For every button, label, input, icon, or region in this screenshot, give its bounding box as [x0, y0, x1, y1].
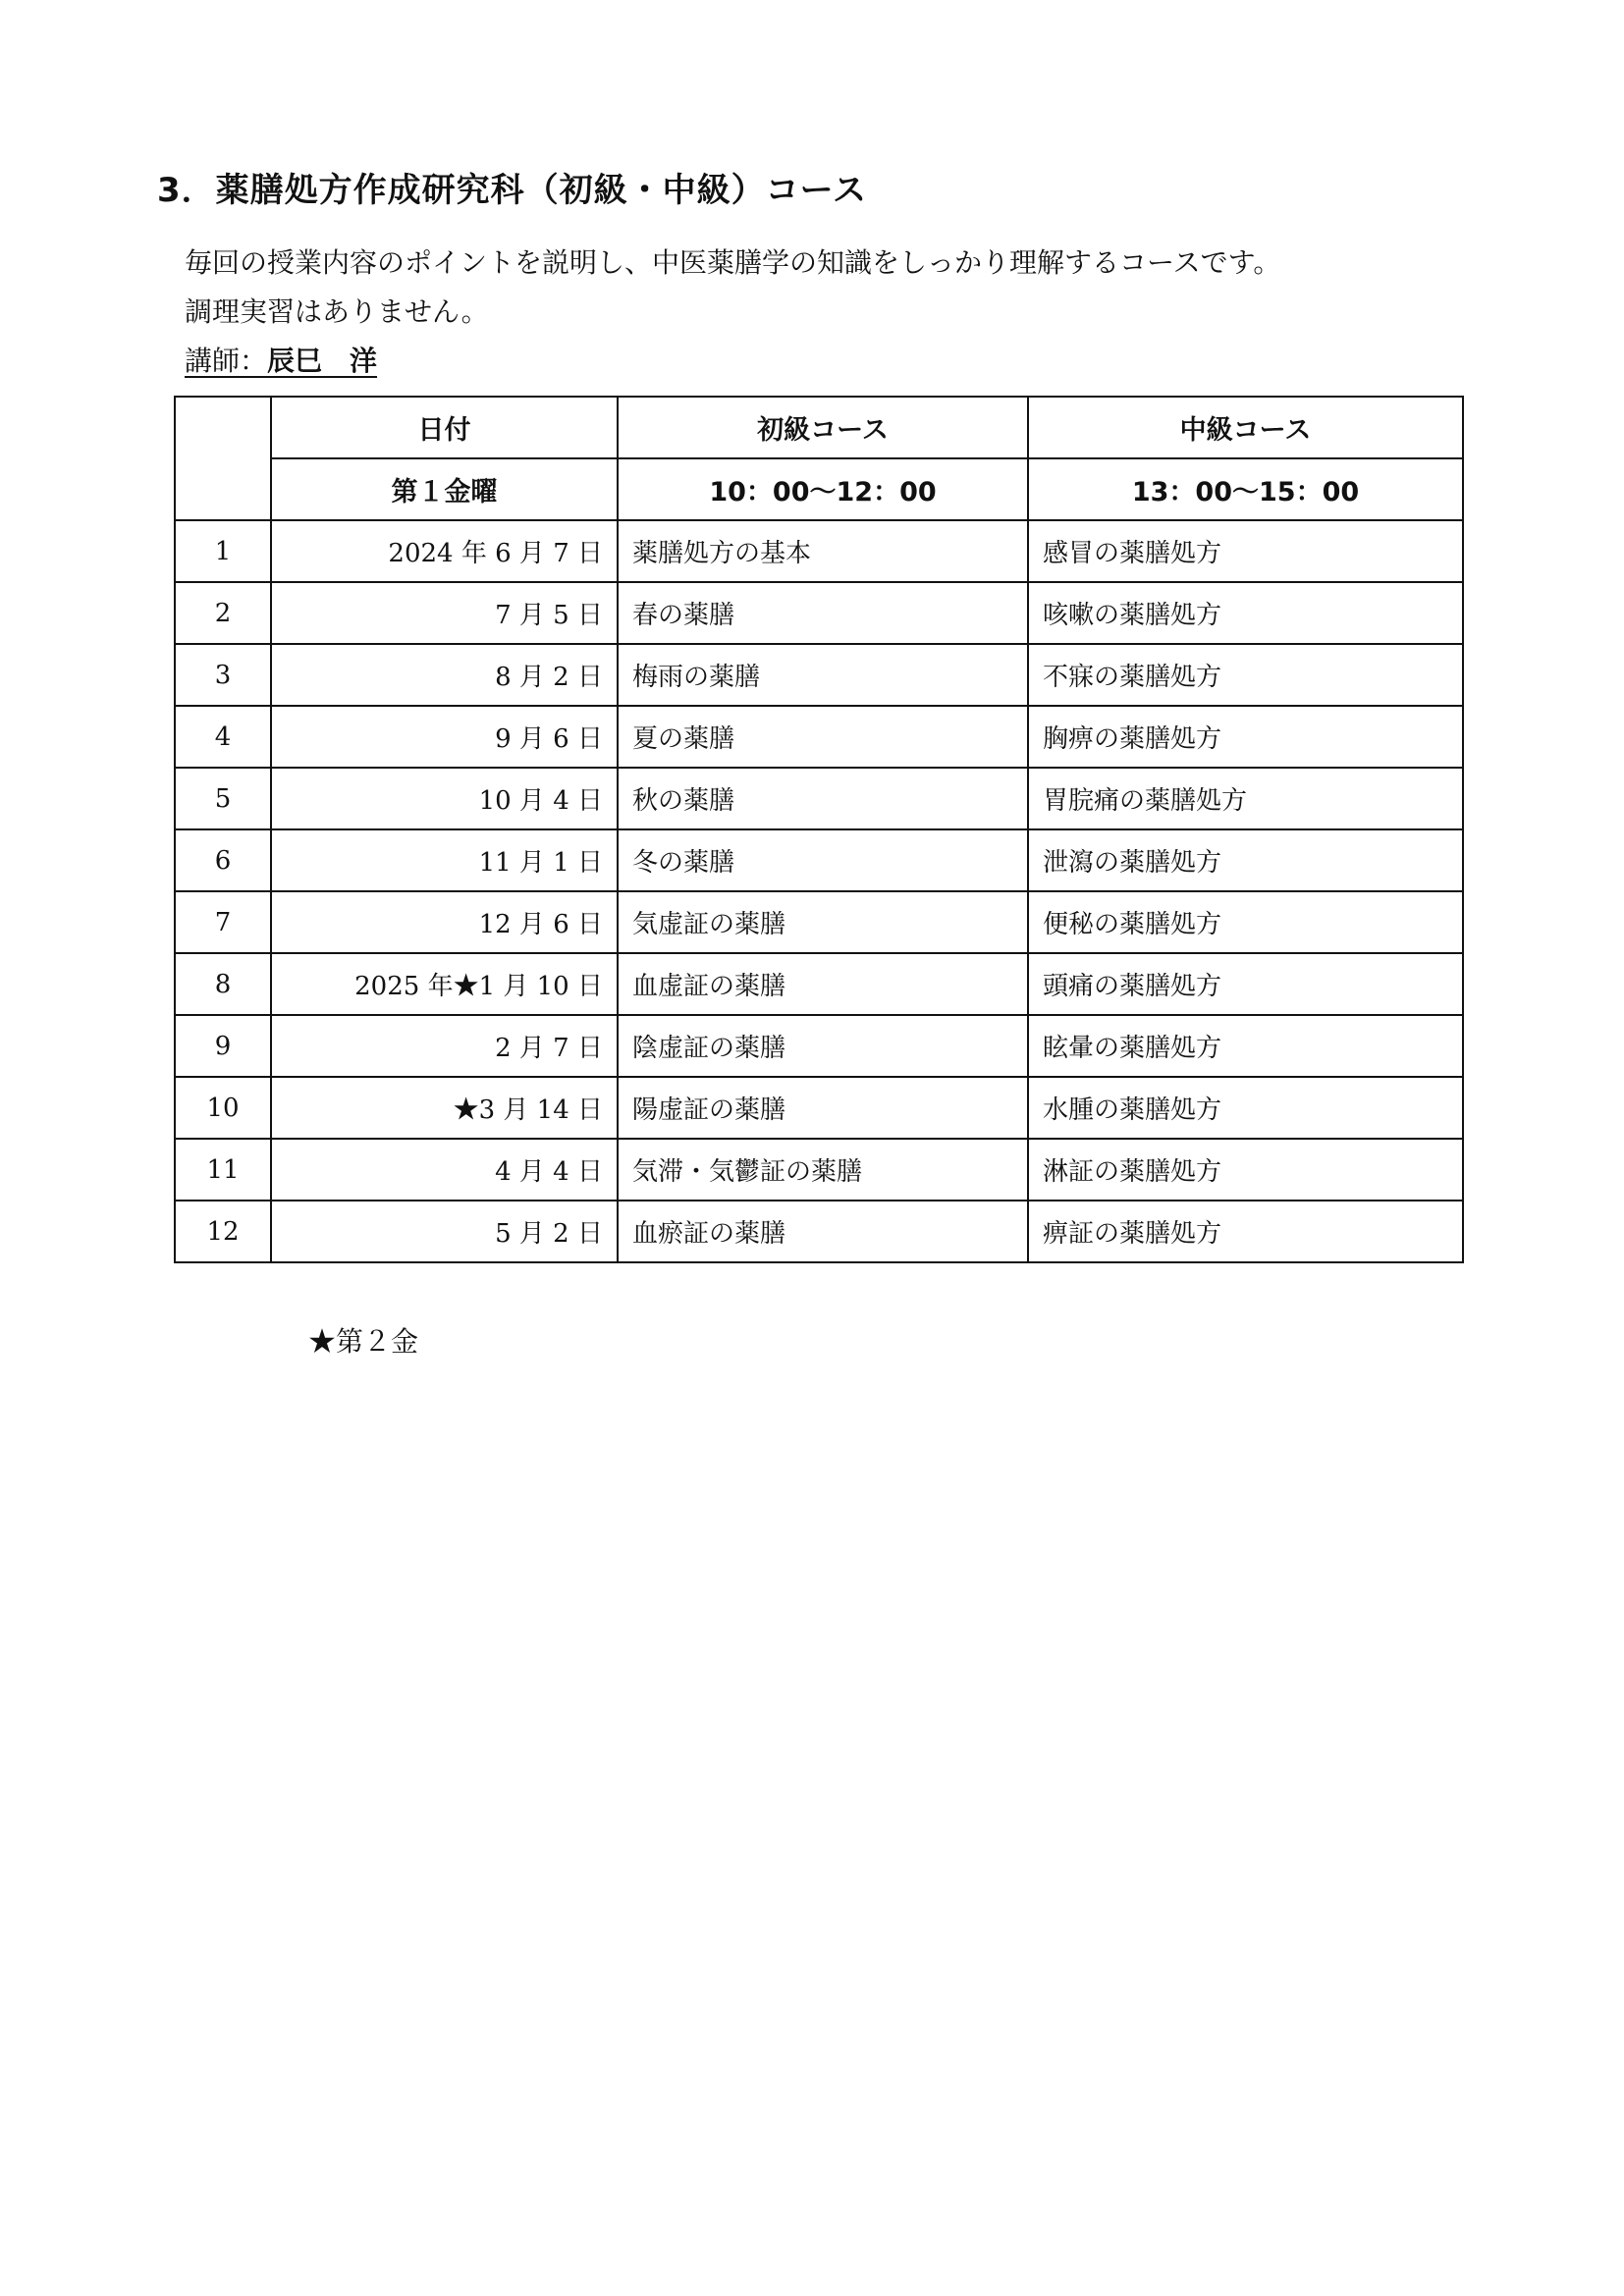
date-cell: 9 月 6 日 — [271, 706, 618, 768]
instructor-label: 講師： — [185, 345, 268, 377]
table-row — [175, 953, 1463, 1015]
intermediate-topic-cell: 眩暈の薬膳処方 — [1028, 1015, 1463, 1077]
intermediate-time-header: 13：00～15：00 — [1028, 458, 1463, 520]
session-number-cell: 2 — [175, 582, 271, 644]
day-of-week-header: 第１金曜 — [271, 458, 618, 520]
table-row — [175, 644, 1463, 706]
beginner-topic-cell: 気虚証の薬膳 — [618, 891, 1028, 953]
table-row — [175, 706, 1463, 768]
table-row — [175, 1139, 1463, 1201]
date-cell: 10 月 4 日 — [271, 768, 618, 829]
beginner-topic-cell: 春の薬膳 — [618, 582, 1028, 644]
date-cell: 5 月 2 日 — [271, 1201, 618, 1262]
session-number-cell: 9 — [175, 1015, 271, 1077]
beginner-topic-cell: 秋の薬膳 — [618, 768, 1028, 829]
table-row — [175, 891, 1463, 953]
intermediate-topic-cell: 咳嗽の薬膳処方 — [1028, 582, 1463, 644]
intermediate-course-header: 中級コース — [1028, 397, 1463, 458]
date-cell: 7 月 5 日 — [271, 582, 618, 644]
session-number-cell: 6 — [175, 829, 271, 891]
table-row — [175, 829, 1463, 891]
intermediate-topic-cell: 便秘の薬膳処方 — [1028, 891, 1463, 953]
number-header-cell — [175, 397, 271, 520]
session-number-cell: 1 — [175, 520, 271, 582]
date-cell: 8 月 2 日 — [271, 644, 618, 706]
beginner-topic-cell: 気滞・気鬱証の薬膳 — [618, 1139, 1028, 1201]
session-number-cell: 7 — [175, 891, 271, 953]
table-row — [175, 768, 1463, 829]
beginner-topic-cell: 梅雨の薬膳 — [618, 644, 1028, 706]
beginner-topic-cell: 夏の薬膳 — [618, 706, 1028, 768]
page-title: 3．薬膳処方作成研究科（初級・中級）コース — [157, 171, 867, 210]
date-cell: 11 月 1 日 — [271, 829, 618, 891]
intermediate-topic-cell: 頭痛の薬膳処方 — [1028, 953, 1463, 1015]
intermediate-topic-cell: 胃脘痛の薬膳処方 — [1028, 768, 1463, 829]
intermediate-topic-cell: 泄瀉の薬膳処方 — [1028, 829, 1463, 891]
table-header-row — [175, 397, 1463, 458]
date-cell: 4 月 4 日 — [271, 1139, 618, 1201]
beginner-topic-cell: 血虚証の薬膳 — [618, 953, 1028, 1015]
date-cell: 12 月 6 日 — [271, 891, 618, 953]
date-cell: 2 月 7 日 — [271, 1015, 618, 1077]
intermediate-topic-cell: 水腫の薬膳処方 — [1028, 1077, 1463, 1139]
table-row — [175, 1077, 1463, 1139]
intermediate-topic-cell: 胸痹の薬膳処方 — [1028, 706, 1463, 768]
table-row — [175, 520, 1463, 582]
date-cell: 2024 年 6 月 7 日 — [271, 520, 618, 582]
session-number-cell: 10 — [175, 1077, 271, 1139]
intermediate-topic-cell: 不寐の薬膳処方 — [1028, 644, 1463, 706]
session-number-cell: 5 — [175, 768, 271, 829]
instructor-line — [185, 340, 377, 379]
date-cell: ★3 月 14 日 — [271, 1077, 618, 1139]
beginner-topic-cell: 陰虚証の薬膳 — [618, 1015, 1028, 1077]
session-number-cell: 12 — [175, 1201, 271, 1262]
beginner-topic-cell: 冬の薬膳 — [618, 829, 1028, 891]
date-header: 日付 — [271, 397, 618, 458]
beginner-time-header: 10：00～12：00 — [618, 458, 1028, 520]
beginner-course-header: 初級コース — [618, 397, 1028, 458]
beginner-topic-cell: 陽虚証の薬膳 — [618, 1077, 1028, 1139]
beginner-topic-cell: 薬膳処方の基本 — [618, 520, 1028, 582]
session-number-cell: 3 — [175, 644, 271, 706]
session-number-cell: 11 — [175, 1139, 271, 1201]
course-note: 調理実習はありません。 — [185, 295, 489, 328]
intermediate-topic-cell: 感冒の薬膳処方 — [1028, 520, 1463, 582]
intermediate-topic-cell: 淋証の薬膳処方 — [1028, 1139, 1463, 1201]
instructor-name: 辰巳 洋 — [267, 345, 378, 377]
course-description: 毎回の授業内容のポイントを説明し、中医薬膳学の知識をしっかり理解するコースです。 — [185, 246, 1281, 279]
table-subheader-row — [175, 458, 1463, 520]
footnote: ★第２金 — [308, 1325, 419, 1358]
session-number-cell: 8 — [175, 953, 271, 1015]
table-row — [175, 582, 1463, 644]
table-row — [175, 1201, 1463, 1262]
beginner-topic-cell: 血瘀証の薬膳 — [618, 1201, 1028, 1262]
session-number-cell: 4 — [175, 706, 271, 768]
intermediate-topic-cell: 痹証の薬膳処方 — [1028, 1201, 1463, 1262]
schedule-table — [174, 396, 1464, 1263]
date-cell: 2025 年★1 月 10 日 — [271, 953, 618, 1015]
table-row — [175, 1015, 1463, 1077]
